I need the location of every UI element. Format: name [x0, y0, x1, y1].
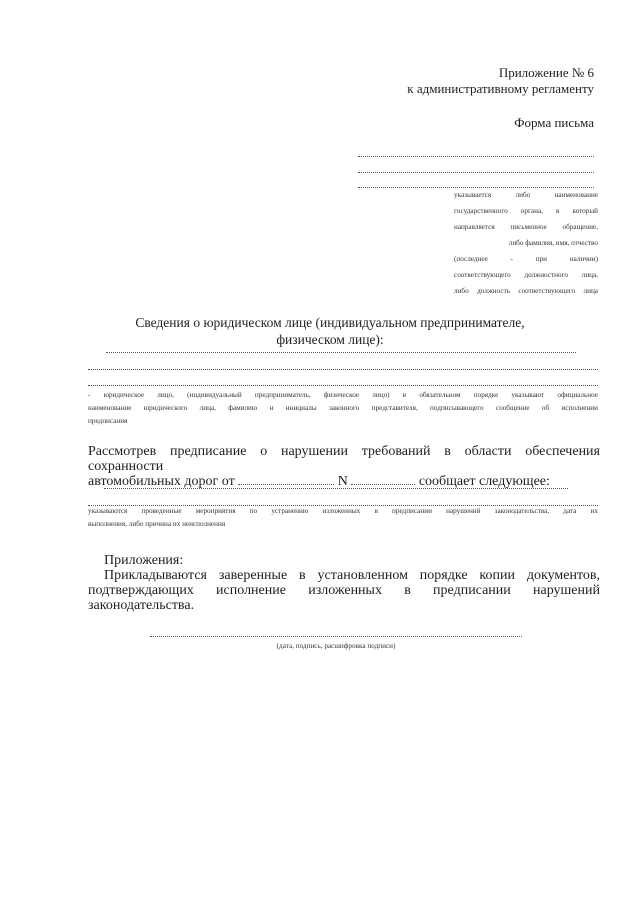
entity-line — [88, 369, 598, 370]
entity-hint-line: наименование юридического лица, фамилию и инициалы законного представителя, подписывающего сообщение об исполнении — [88, 404, 598, 412]
recipient-hint-line: направляется письменное обращение, — [454, 223, 598, 231]
measures-hint — [88, 505, 598, 531]
entity-line — [106, 352, 576, 353]
recipient-hint — [454, 187, 598, 299]
recipient-line — [358, 172, 594, 173]
main-paragraph-line1: Рассмотрев предписание о нарушении требований в области обеспечения сохранности — [88, 444, 600, 474]
main-paragraph-line2 — [88, 474, 600, 489]
measures-hint-line: указываются проведенные мероприятия по устранению изложенных в предписании нарушений законодательства, дата их — [88, 507, 598, 515]
date-field[interactable] — [238, 474, 334, 485]
recipient-hint-line: (последнее - при наличии) — [454, 255, 598, 263]
entity-hint — [88, 389, 598, 428]
main-number-label: N — [337, 474, 348, 489]
recipient-hint-line: государственного органа, в который — [454, 207, 598, 215]
regulation-reference: к административному регламенту — [407, 81, 594, 96]
measures-hint-line: выполнения, либо причина их неисполнения — [88, 520, 226, 528]
attachments-heading: Приложения: — [104, 553, 184, 568]
form-title: Форма письма — [514, 115, 594, 130]
entity-hint-line: - юридическое лицо, (индивидуальный предприниматель, физическое лицо) в обязательном порядке указывают официальное — [88, 391, 598, 399]
main-paragraph — [88, 444, 600, 489]
entity-section-title-line2: физическом лице): — [276, 332, 384, 347]
entity-section-title-line1: Сведения о юридическом лице (индивидуальном предпринимателе, — [135, 315, 525, 330]
recipient-hint-line: либо должность соответствующего лица — [454, 287, 598, 295]
main-informs-label: сообщает следующее: — [418, 474, 550, 489]
appendix-number: Приложение № 6 — [498, 65, 594, 80]
entity-hint-line: предписания — [88, 417, 128, 425]
signature-line — [150, 636, 522, 637]
recipient-hint-line: указывается либо наименование — [454, 191, 598, 199]
recipient-hint-line: соответствующего должностного лица, — [454, 271, 598, 279]
main-date-label: автомобильных дорог от — [88, 474, 235, 489]
attachments-line3: законодательства. — [88, 598, 195, 613]
number-field[interactable] — [351, 474, 415, 485]
recipient-hint-line: либо фамилия, имя, отчество — [508, 239, 598, 247]
recipient-line — [358, 156, 594, 157]
attachments-line2: подтверждающих исполнение изложенных в предписании нарушений — [88, 583, 600, 598]
measures-line — [104, 488, 568, 489]
entity-section-title — [120, 314, 540, 348]
entity-line — [88, 385, 598, 386]
signature-hint: (дата, подпись, расшифровка подписи) — [276, 642, 396, 650]
attachments-text — [88, 568, 600, 613]
attachments-line1: Прикладываются заверенные в установленном порядке копии документов, — [104, 568, 600, 583]
